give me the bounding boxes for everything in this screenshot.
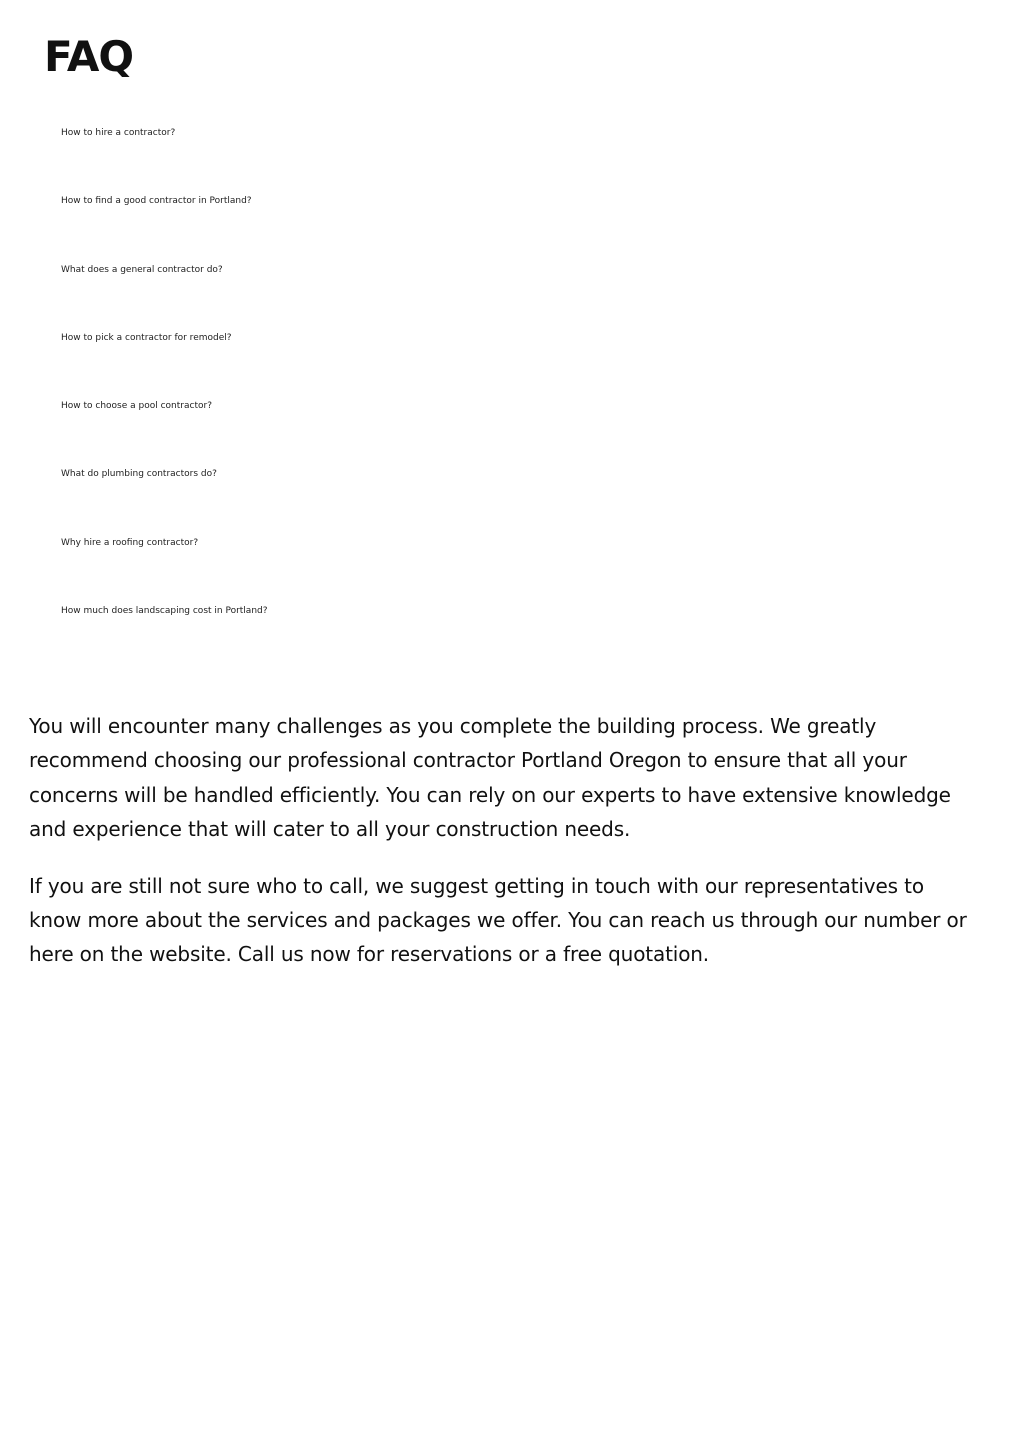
faq-item-hire-contractor[interactable] <box>61 120 661 188</box>
faq-question[interactable]: How to choose a pool contractor? <box>61 401 212 412</box>
faq-question[interactable]: What do plumbing contractors do? <box>61 469 217 480</box>
faq-item-roofing-contractor[interactable] <box>61 530 661 598</box>
faq-question[interactable]: How to hire a contractor? <box>61 128 176 138</box>
faq-list <box>61 120 661 666</box>
faq-item-remodel-contractor[interactable] <box>61 325 661 393</box>
faq-question[interactable]: Why hire a roofing contractor? <box>61 537 199 548</box>
content-paragraph-contact: If you are still not sure who to call, we suggest getting in touch with our representatives to know more about the services and packages we offer. You can reach us through our number or here on the website. Call us now for reservations or a free quotation. <box>29 873 967 967</box>
faq-item-pool-contractor[interactable] <box>61 393 661 461</box>
faq-item-plumbing-contractors[interactable] <box>61 461 661 529</box>
faq-question[interactable]: How to pick a contractor for remodel? <box>61 332 232 343</box>
faq-question[interactable]: How to find a good contractor in Portland? <box>61 196 252 207</box>
faq-item-general-contractor[interactable] <box>61 257 661 325</box>
faq-item-find-contractor-portland[interactable] <box>61 188 661 256</box>
faq-title: FAQ <box>44 32 134 81</box>
content-paragraph-challenges: You will encounter many challenges as you complete the building process. We greatly recommend choosing our professional contractor Portland Oregon to ensure that all your concerns will be handled efficiently. You can rely on our experts to have extensive knowledge and experience that will cater to all your construction needs. <box>29 714 951 842</box>
faq-item-landscaping-cost[interactable] <box>61 598 661 666</box>
content-section <box>29 709 979 994</box>
faq-question[interactable]: How much does landscaping cost in Portland? <box>61 606 268 617</box>
faq-question[interactable]: What does a general contractor do? <box>61 264 223 275</box>
